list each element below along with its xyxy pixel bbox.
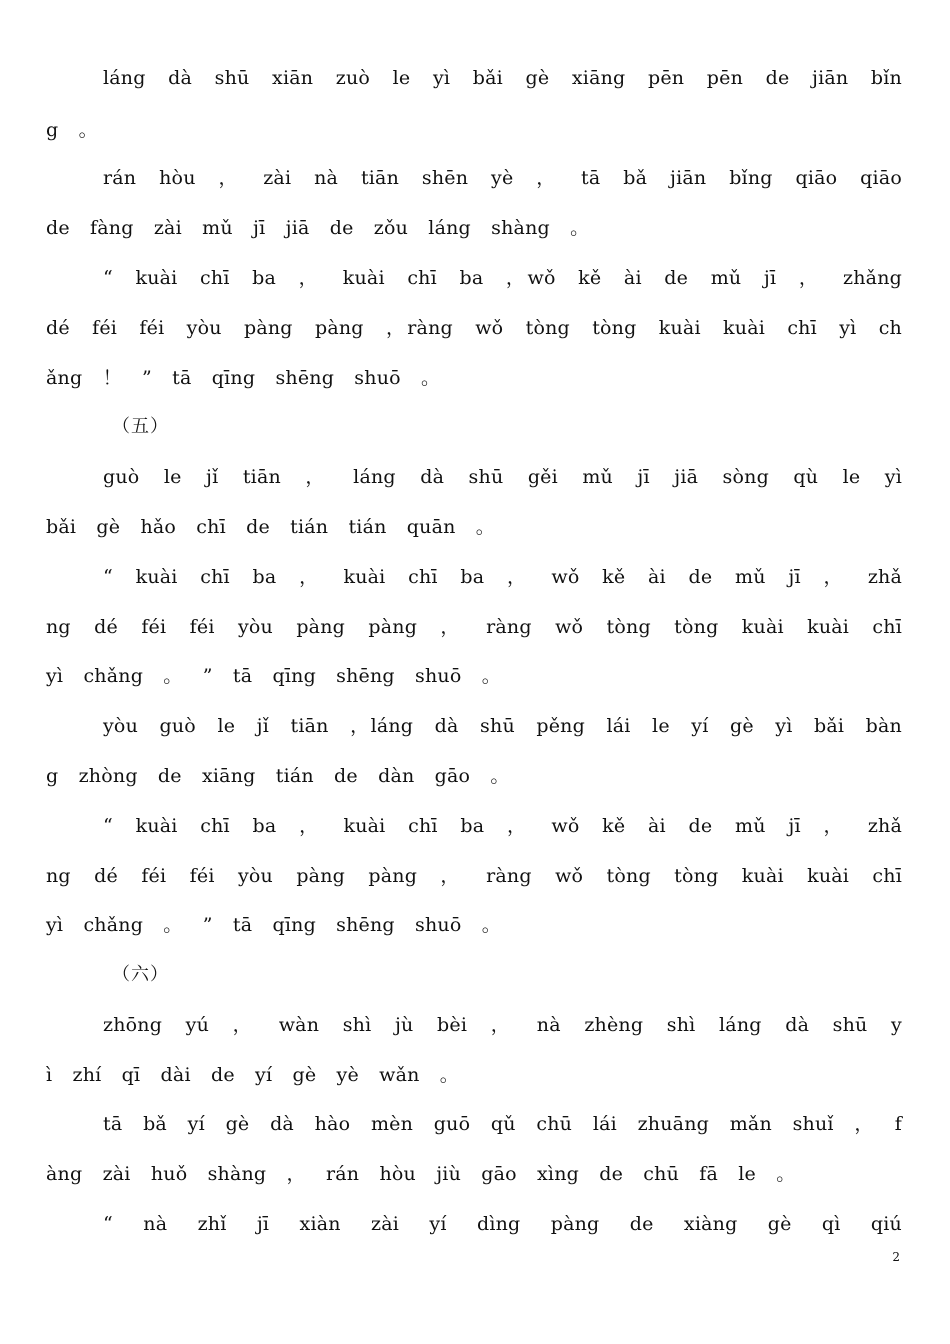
text-line-13: yì chǎng 。 ” tā qīng shēng shuō 。 bbox=[46, 665, 501, 687]
text-line-20: zhōng yú ， wàn shì jù bèi ， nà zhèng shì láng dà shū y bbox=[103, 1014, 902, 1036]
text-line-18: yì chǎng 。 ” tā qīng shēng shuō 。 bbox=[46, 914, 501, 936]
text-line-15: g zhòng de xiāng tián de dàn gāo 。 bbox=[46, 765, 510, 787]
text-line-4: de fàng zài mǔ jī jiā de zǒu láng shàng 。 bbox=[46, 217, 590, 239]
text-line-17: ng dé féi féi yòu pàng pàng ， ràng wǒ tòng tòng kuài kuài chī bbox=[46, 865, 902, 887]
text-line-16: “ kuài chī ba ， kuài chī ba ， wǒ kě ài de mǔ jī ， zhǎ bbox=[103, 815, 902, 837]
text-line-9: guò le jǐ tiān ， láng dà shū gěi mǔ jī jiā sòng qù le yì bbox=[103, 466, 902, 488]
text-line-24: “ nà zhǐ jī xiàn zài yí dìng pàng de xiàng gè qì qiú bbox=[103, 1213, 902, 1235]
text-line-6: dé féi féi yòu pàng pàng ，ràng wǒ tòng tòng kuài kuài chī yì ch bbox=[46, 317, 902, 339]
text-line-1: láng dà shū xiān zuò le yì bǎi gè xiāng pēn pēn de jiān bǐn bbox=[103, 67, 902, 89]
text-line-7: ǎng ！ ” tā qīng shēng shuō 。 bbox=[46, 367, 441, 389]
text-line-2: g 。 bbox=[46, 119, 98, 141]
text-line-23: àng zài huǒ shàng ， rán hòu jiù gāo xìng de chū fā le 。 bbox=[46, 1163, 796, 1185]
text-line-22: tā bǎ yí gè dà hào mèn guō qǔ chū lái zhuāng mǎn shuǐ ， f bbox=[103, 1113, 902, 1135]
page-number: 2 bbox=[892, 1250, 900, 1264]
section-heading-5: （五） bbox=[112, 416, 169, 437]
text-line-11: “ kuài chī ba ， kuài chī ba ， wǒ kě ài de mǔ jī ， zhǎ bbox=[103, 566, 902, 588]
text-line-14: yòu guò le jǐ tiān ，láng dà shū pěng lái le yí gè yì bǎi bàn bbox=[103, 715, 902, 737]
text-line-21: ì zhí qī dài de yí gè yè wǎn 。 bbox=[46, 1064, 459, 1086]
section-heading-6: （六） bbox=[112, 964, 169, 985]
text-line-12: ng dé féi féi yòu pàng pàng ， ràng wǒ tòng tòng kuài kuài chī bbox=[46, 616, 902, 638]
text-line-3: rán hòu ， zài nà tiān shēn yè ， tā bǎ jiān bǐng qiāo qiāo bbox=[103, 167, 902, 189]
text-line-5: “ kuài chī ba ， kuài chī ba ，wǒ kě ài de mǔ jī ， zhǎng bbox=[103, 267, 902, 289]
text-line-10: bǎi gè hǎo chī de tián tián quān 。 bbox=[46, 516, 495, 538]
